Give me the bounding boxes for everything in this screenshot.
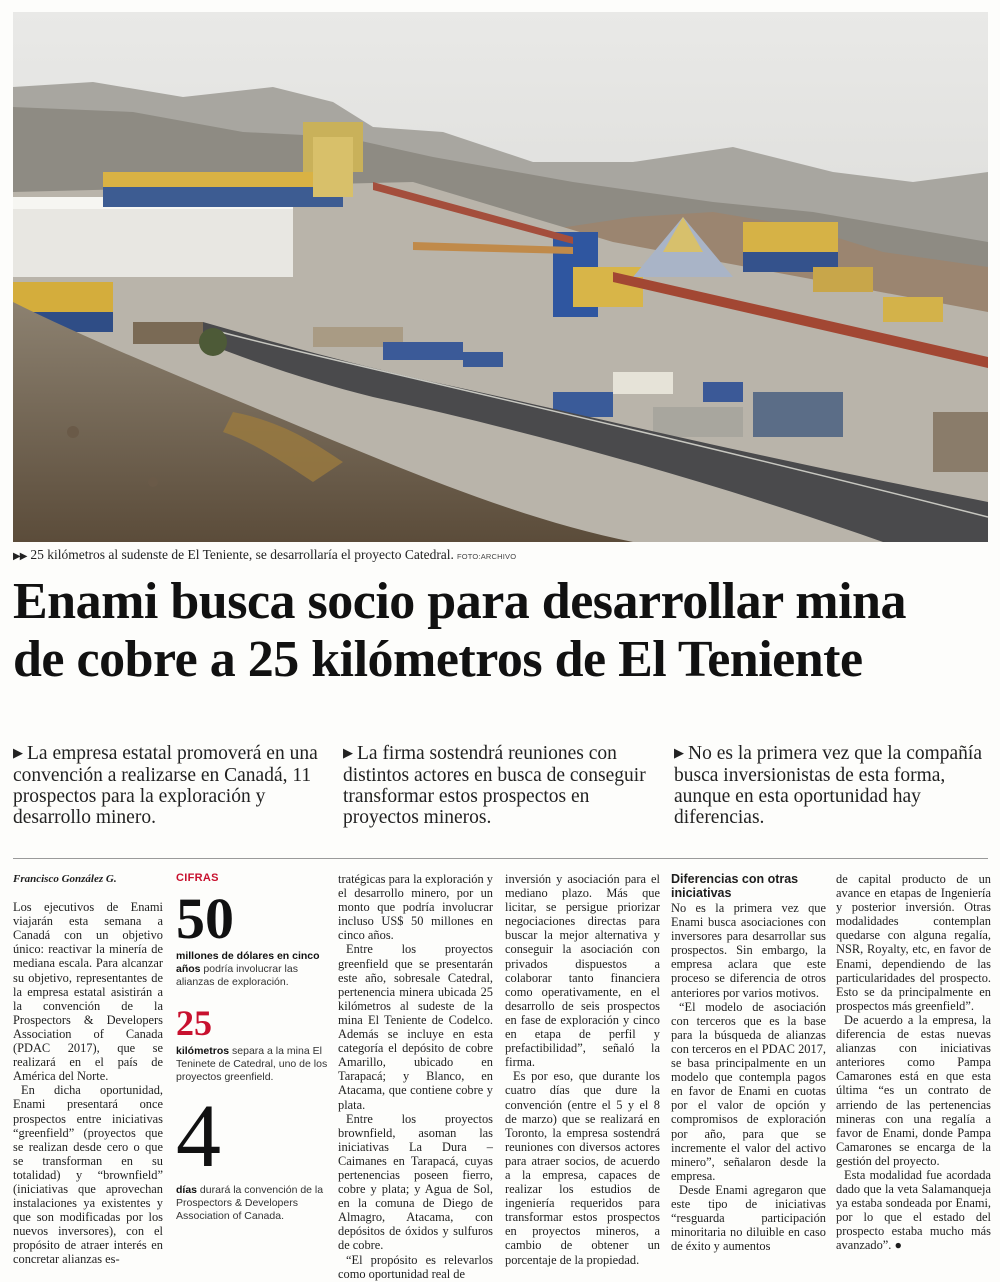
mine-photo-illustration	[13, 12, 988, 542]
figure-bold: millones de dólares en cinco años	[176, 950, 320, 975]
figure-description	[176, 950, 328, 989]
figure-bold: kilómetros	[176, 1045, 230, 1057]
byline: Francisco González G.	[13, 873, 117, 885]
paragraph: Esta modalidad fue acordada dado que la veta Salamanqueja ya estaba sondeada por Enami, por lo que el estado del prospecto estaba mucho más avanzado”. ●	[836, 1167, 991, 1253]
headline	[13, 573, 993, 689]
figure-text: separa a la mina El Teninete de Catedral, uno de los proyectos greenfield.	[176, 1045, 328, 1083]
figure-description	[176, 1045, 328, 1084]
mine-photo	[13, 12, 988, 542]
paragraph: De acuerdo a la empresa, la diferencia de estas nuevas alianzas con iniciativas anteriores como Pampa Camarones está en que esta última “es un contrato de arriendo de las pertenencias mineras con una regalía a favor de Enami, donde Pampa Camarones se encarga de la gestión del proyecto.	[836, 1012, 991, 1168]
paragraph: Entre los proyectos brownfield, asoman las iniciativas La Dura – Caimanes en Tarapacá, cuyas pertenencias poseen fierro, cobre y plata; y Agua de Sol, en la comuna de Diego de Almagro, Atacama, con depósitos de óxidos y sulfuros de cobre.	[338, 1111, 493, 1253]
article-column-4	[505, 872, 660, 1267]
triangle-bullet-icon: ▶	[343, 745, 353, 760]
caption-text: 25 kilómetros al sudenste de El Teniente, se desarrollaría el proyecto Catedral.	[30, 547, 454, 562]
paragraph: Los ejecutivos de Enami viajarán esta semana a Canadá con un objetivo único: reactivar la minería de mediana escala. Para alcanzar su objetivo, representantes de la empresa estatal asistirán a la convención de la Prospectors & Developers Association of Canada (PDAC 2017), que se realizará en el país de América del Norte.	[13, 900, 163, 1084]
lead-bullet-text: No es la primera vez que la compañía busca inversionistas de esta forma, aunque en esta oportunidad hay diferencias.	[674, 743, 982, 828]
paragraph: En dicha oportunidad, Enami presentará once prospectos entre iniciativas “greenfield” (proyectos que se realizan desde cero o que se transforman en su totalidad) y “brownfield” (iniciativas que aprovechan instalaciones ya existentes y que son modificadas por los nuevos inversores), con el propósito de atraer interés en concretar alianzas es-	[13, 1083, 163, 1267]
headline-line-1: Enami busca socio para desarrollar mina	[13, 573, 906, 630]
article-column-1	[13, 872, 163, 1267]
lead-bullet-2	[343, 743, 653, 828]
paragraph: de capital producto de un avance en etapas de Ingeniería y posterior inversión. Otras modalidades contemplan quedarse con alguna regalía, NSR, Royalty, etc, en favor de Enami, dependiendo de las particularidades del prospecto. Esto se da principalmente en prospectos más greenfield”.	[836, 872, 991, 1013]
figure-number-4: 4	[176, 1087, 221, 1186]
subheading: Diferencias con otras iniciativas	[671, 872, 799, 900]
figure-number-25: 25	[176, 1003, 212, 1043]
article-column-5	[671, 872, 826, 1253]
lead-bullet-text: La empresa estatal promoverá en una convención a realizarse en Canadá, 11 prospectos para la exploración y desarrollo minero.	[13, 743, 318, 828]
figure-number-50: 50	[176, 886, 234, 951]
figure-text: durará la convención de la Prospectors & Developers Association of Canada.	[176, 1184, 324, 1222]
paragraph: “El modelo de asociación con terceros que es la base para la búsqueda de alianzas con terceros en el PDAC 2017, se basa principalmente en un modelo que contempla pagos en favor de Enami en cuotas por el valor de opción y compromisos de exploración por año, para que se incremente el valor del activo minero”, señalaron desde la empresa.	[671, 999, 826, 1183]
caption-arrows-icon: ▶▶	[13, 551, 27, 562]
paragraph: Entre los proyectos greenfield que se presentarán este año, sobresale Catedral, pertenencia minera ubicada 25 kilómetros al sudeste de la mina El Teniente de Codelco. Además se incluye en esta categoría el depósito de cobre Amarillo, ubicado en Tarapacá; y Blanco, en Atacama, que contiene cobre y plata.	[338, 942, 493, 1112]
paragraph: Es por eso, que durante los cuatro días que dure la convención (entre el 5 y el 8 de marzo) que se realizará en Toronto, la empresa sostendrá reuniones con diversos actores para atraer socios, de acuerdo a la empresa, capaces de realizar los estudios de ingeniería requeridos para transformar estos prospectos en proyectos mineros, a cambio de obtener un porcentaje de la propiedad.	[505, 1069, 660, 1267]
lead-bullet-1	[13, 743, 323, 828]
paragraph: “El propósito es relevarlos como oportunidad real de	[338, 1252, 493, 1281]
figure-text: podría involucrar las alianzas de exploración.	[176, 963, 298, 988]
lead-bullet-text: La firma sostendrá reuniones con distintos actores en busca de conseguir transformar estos prospectos en proyectos mineros.	[343, 743, 646, 828]
photo-caption	[13, 547, 988, 563]
figure-bold: días	[176, 1184, 198, 1196]
article-column-3	[338, 872, 493, 1281]
paragraph: inversión y asociación para el mediano plazo. Más que licitar, se persigue priorizar negociaciones directas para buscar la mejor alternativa y conseguir la asociación con privados dispuestos a colaborar tanto financiera como operativamente, en el desarrollo de seis prospectos en fase de exploración y cinco en etapa de perfil y prefactibilidad”, señaló la firma.	[505, 872, 660, 1070]
triangle-bullet-icon: ▶	[13, 745, 23, 760]
triangle-bullet-icon: ▶	[674, 745, 684, 760]
cifras-sidebar	[176, 872, 328, 1223]
cifras-label: CIFRAS	[176, 872, 219, 884]
paragraph: No es la primera vez que Enami busca asociaciones con inversores para desarrollar sus prospectos. Sin embargo, la empresa aclara que este proceso se diferencia de otros anteriores por varios motivos.	[671, 901, 826, 1000]
photo-credit: FOTO:ARCHIVO	[456, 552, 517, 561]
lead-bullet-3	[674, 743, 988, 828]
article-column-6	[836, 872, 991, 1253]
section-divider	[13, 858, 988, 859]
paragraph: tratégicas para la exploración y el desarrollo minero, por un monto que podría involucrar incluso US$ 50 millones en cinco años.	[338, 872, 493, 943]
headline-line-2: de cobre a 25 kilómetros de El Teniente	[13, 631, 863, 688]
paragraph: Desde Enami agregaron que este tipo de iniciativas “resguarda participación minoritaria no diluible en caso de éxito y aumentos	[671, 1182, 826, 1254]
figure-description	[176, 1184, 328, 1223]
